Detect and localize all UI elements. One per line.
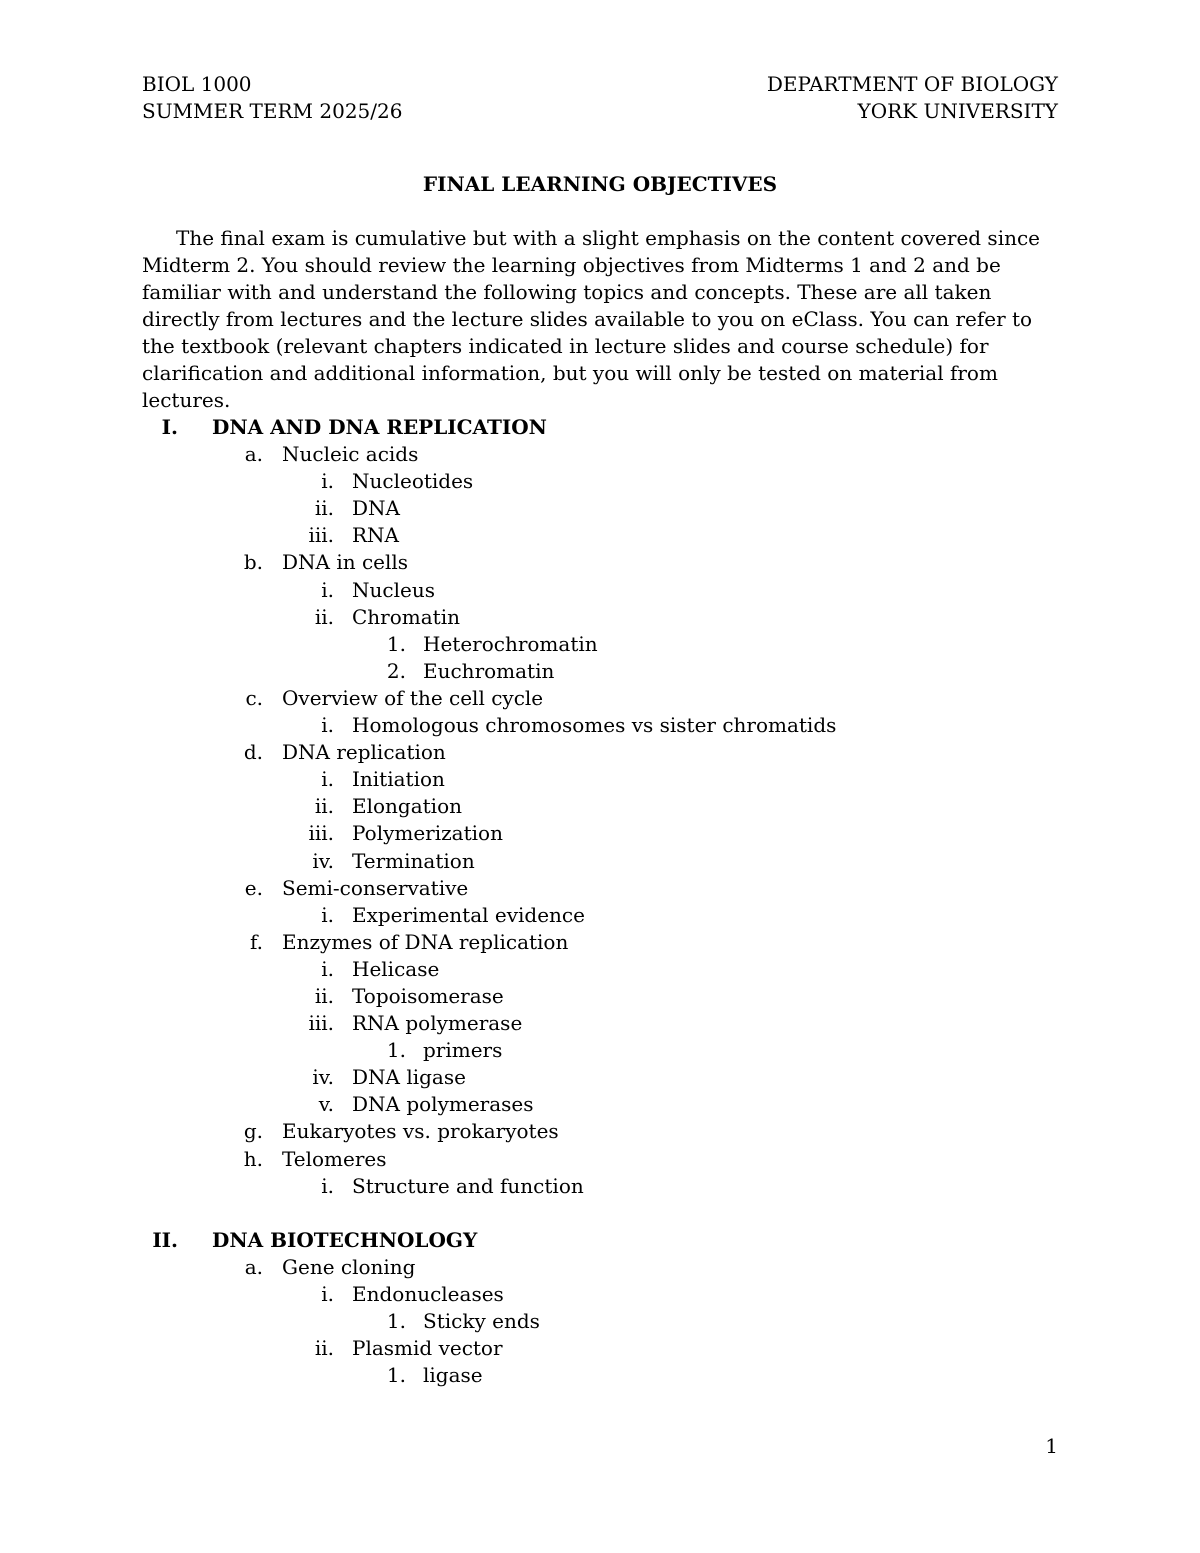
outline-text: Gene cloning bbox=[282, 1254, 416, 1279]
outline-marker: ii. bbox=[314, 1336, 334, 1361]
outline-marker: c. bbox=[245, 685, 263, 710]
outline-subitem bbox=[0, 1064, 1200, 1091]
outline-text: Nucleotides bbox=[352, 469, 474, 494]
outline-text: Homologous chromosomes vs sister chromatids bbox=[352, 713, 837, 738]
outline-text: Termination bbox=[352, 848, 475, 873]
outline-marker: i. bbox=[321, 767, 334, 792]
outline-text: DNA bbox=[352, 496, 400, 521]
outline-marker: i. bbox=[321, 902, 334, 927]
outline-item bbox=[0, 1118, 1200, 1145]
course-code: BIOL 1000 bbox=[142, 72, 252, 96]
outline-text: Polymerization bbox=[352, 821, 503, 846]
outline-marker: 2. bbox=[386, 658, 406, 683]
outline-text: DNA in cells bbox=[282, 550, 409, 575]
outline-marker: h. bbox=[243, 1146, 263, 1171]
outline-text: Enzymes of DNA replication bbox=[282, 929, 569, 954]
outline-text: Elongation bbox=[352, 794, 462, 819]
outline-subitem bbox=[0, 1173, 1200, 1200]
outline-subitem bbox=[0, 577, 1200, 604]
outline-text: DNA replication bbox=[282, 740, 446, 765]
outline-text: Heterochromatin bbox=[423, 631, 598, 656]
outline-text: Initiation bbox=[352, 767, 445, 792]
term: SUMMER TERM 2025/26 bbox=[142, 99, 403, 123]
page-number: 1 bbox=[1045, 1434, 1058, 1458]
outline-subitem bbox=[0, 495, 1200, 522]
outline-marker: a. bbox=[244, 442, 263, 467]
outline-marker: ii. bbox=[314, 496, 334, 521]
outline-subitem bbox=[0, 1281, 1200, 1308]
outline-text: RNA polymerase bbox=[352, 1011, 523, 1036]
outline-subitem bbox=[0, 820, 1200, 847]
outline-subsubitem bbox=[0, 1362, 1200, 1389]
outline-marker: 1. bbox=[386, 1363, 406, 1388]
outline-marker: ii. bbox=[314, 604, 334, 629]
outline-marker: i. bbox=[321, 713, 334, 738]
outline-subitem bbox=[0, 522, 1200, 549]
outline-item bbox=[0, 1146, 1200, 1173]
outline-text: DNA polymerases bbox=[352, 1092, 534, 1117]
outline-subitem bbox=[0, 1335, 1200, 1362]
outline-text: Structure and function bbox=[352, 1173, 584, 1198]
page-title: FINAL LEARNING OBJECTIVES bbox=[422, 172, 778, 196]
outline-subitem bbox=[0, 956, 1200, 983]
section-heading bbox=[0, 414, 1200, 441]
outline-text: DNA ligase bbox=[352, 1065, 466, 1090]
outline-marker: i. bbox=[321, 1282, 334, 1306]
outline-subitem bbox=[0, 468, 1200, 495]
outline-text: primers bbox=[423, 1038, 503, 1063]
outline-text: DNA BIOTECHNOLOGY bbox=[212, 1227, 478, 1252]
header-right bbox=[767, 71, 1058, 125]
outline-subsubitem bbox=[0, 1308, 1200, 1335]
outline-subitem bbox=[0, 1010, 1200, 1037]
outline-marker: 1. bbox=[386, 631, 406, 656]
section-heading bbox=[0, 1227, 1200, 1254]
intro-paragraph: The final exam is cumulative but with a slight emphasis on the content covered since Midterm 2. You should review the learning objectives from Midterms 1 and 2 and be familiar with and understand the following topics and concepts. These are all taken directly from lectures and the lecture slides available to you on eClass. You can refer to the textbook (relevant chapters indicated in lecture slides and course schedule) for clarification and additional information, but you will only be tested on material from lectures. bbox=[142, 226, 1041, 412]
outline-marker: a. bbox=[244, 1254, 263, 1279]
outline-marker: 1. bbox=[386, 1309, 406, 1334]
outline-text: Chromatin bbox=[352, 604, 460, 629]
outline-item bbox=[0, 929, 1200, 956]
outline-text: Nucleic acids bbox=[282, 442, 419, 467]
outline-text: Semi-conservative bbox=[282, 875, 469, 900]
outline-text: ligase bbox=[423, 1363, 483, 1388]
outline-text: Overview of the cell cycle bbox=[282, 685, 544, 710]
section-gap bbox=[0, 1200, 1200, 1227]
outline-marker: d. bbox=[243, 740, 263, 765]
outline-subitem bbox=[0, 604, 1200, 631]
outline-item bbox=[0, 441, 1200, 468]
outline-marker: iii. bbox=[308, 523, 334, 548]
learning-objectives-outline bbox=[0, 414, 1200, 1389]
outline-subitem bbox=[0, 1091, 1200, 1118]
outline-text: DNA AND DNA REPLICATION bbox=[212, 415, 547, 439]
header-left bbox=[142, 71, 402, 125]
outline-marker: e. bbox=[244, 875, 263, 900]
outline-marker: II. bbox=[152, 1227, 178, 1252]
outline-subitem bbox=[0, 766, 1200, 793]
outline-marker: i. bbox=[321, 577, 334, 602]
outline-text: Telomeres bbox=[282, 1146, 387, 1171]
outline-text: Topoisomerase bbox=[352, 983, 504, 1008]
outline-subitem bbox=[0, 793, 1200, 820]
outline-marker: f. bbox=[249, 929, 263, 954]
outline-marker: I. bbox=[161, 415, 178, 439]
outline-item bbox=[0, 875, 1200, 902]
outline-subitem bbox=[0, 902, 1200, 929]
outline-marker: 1. bbox=[386, 1038, 406, 1063]
outline-marker: ii. bbox=[314, 983, 334, 1008]
outline-marker: i. bbox=[321, 956, 334, 981]
outline-item bbox=[0, 685, 1200, 712]
outline-marker: i. bbox=[321, 469, 334, 494]
outline-marker: b. bbox=[243, 550, 263, 575]
university: YORK UNIVERSITY bbox=[857, 99, 1058, 123]
outline-marker: iii. bbox=[308, 1011, 334, 1036]
outline-text: Nucleus bbox=[352, 577, 435, 602]
outline-text: Sticky ends bbox=[423, 1309, 540, 1334]
outline-subsubitem bbox=[0, 631, 1200, 658]
outline-text: RNA bbox=[352, 523, 400, 548]
outline-text: Endonucleases bbox=[352, 1282, 504, 1306]
outline-subitem bbox=[0, 712, 1200, 739]
outline-text: Eukaryotes vs. prokaryotes bbox=[282, 1119, 559, 1144]
outline-marker: i. bbox=[321, 1173, 334, 1198]
outline-text: Experimental evidence bbox=[352, 902, 585, 927]
outline-item bbox=[0, 739, 1200, 766]
outline-marker: v. bbox=[318, 1092, 334, 1117]
outline-text: Euchromatin bbox=[423, 658, 555, 683]
department: DEPARTMENT OF BIOLOGY bbox=[766, 72, 1058, 96]
outline-item bbox=[0, 1254, 1200, 1281]
outline-text: Plasmid vector bbox=[352, 1336, 503, 1361]
outline-subsubitem bbox=[0, 1037, 1200, 1064]
outline-marker: iii. bbox=[308, 821, 334, 846]
outline-marker: iv. bbox=[312, 1065, 334, 1090]
outline-subitem bbox=[0, 848, 1200, 875]
outline-subitem bbox=[0, 983, 1200, 1010]
outline-marker: ii. bbox=[314, 794, 334, 819]
outline-subsubitem bbox=[0, 658, 1200, 685]
outline-marker: g. bbox=[243, 1119, 263, 1144]
outline-marker: iv. bbox=[312, 848, 334, 873]
outline-text: Helicase bbox=[352, 956, 440, 981]
outline-item bbox=[0, 549, 1200, 576]
